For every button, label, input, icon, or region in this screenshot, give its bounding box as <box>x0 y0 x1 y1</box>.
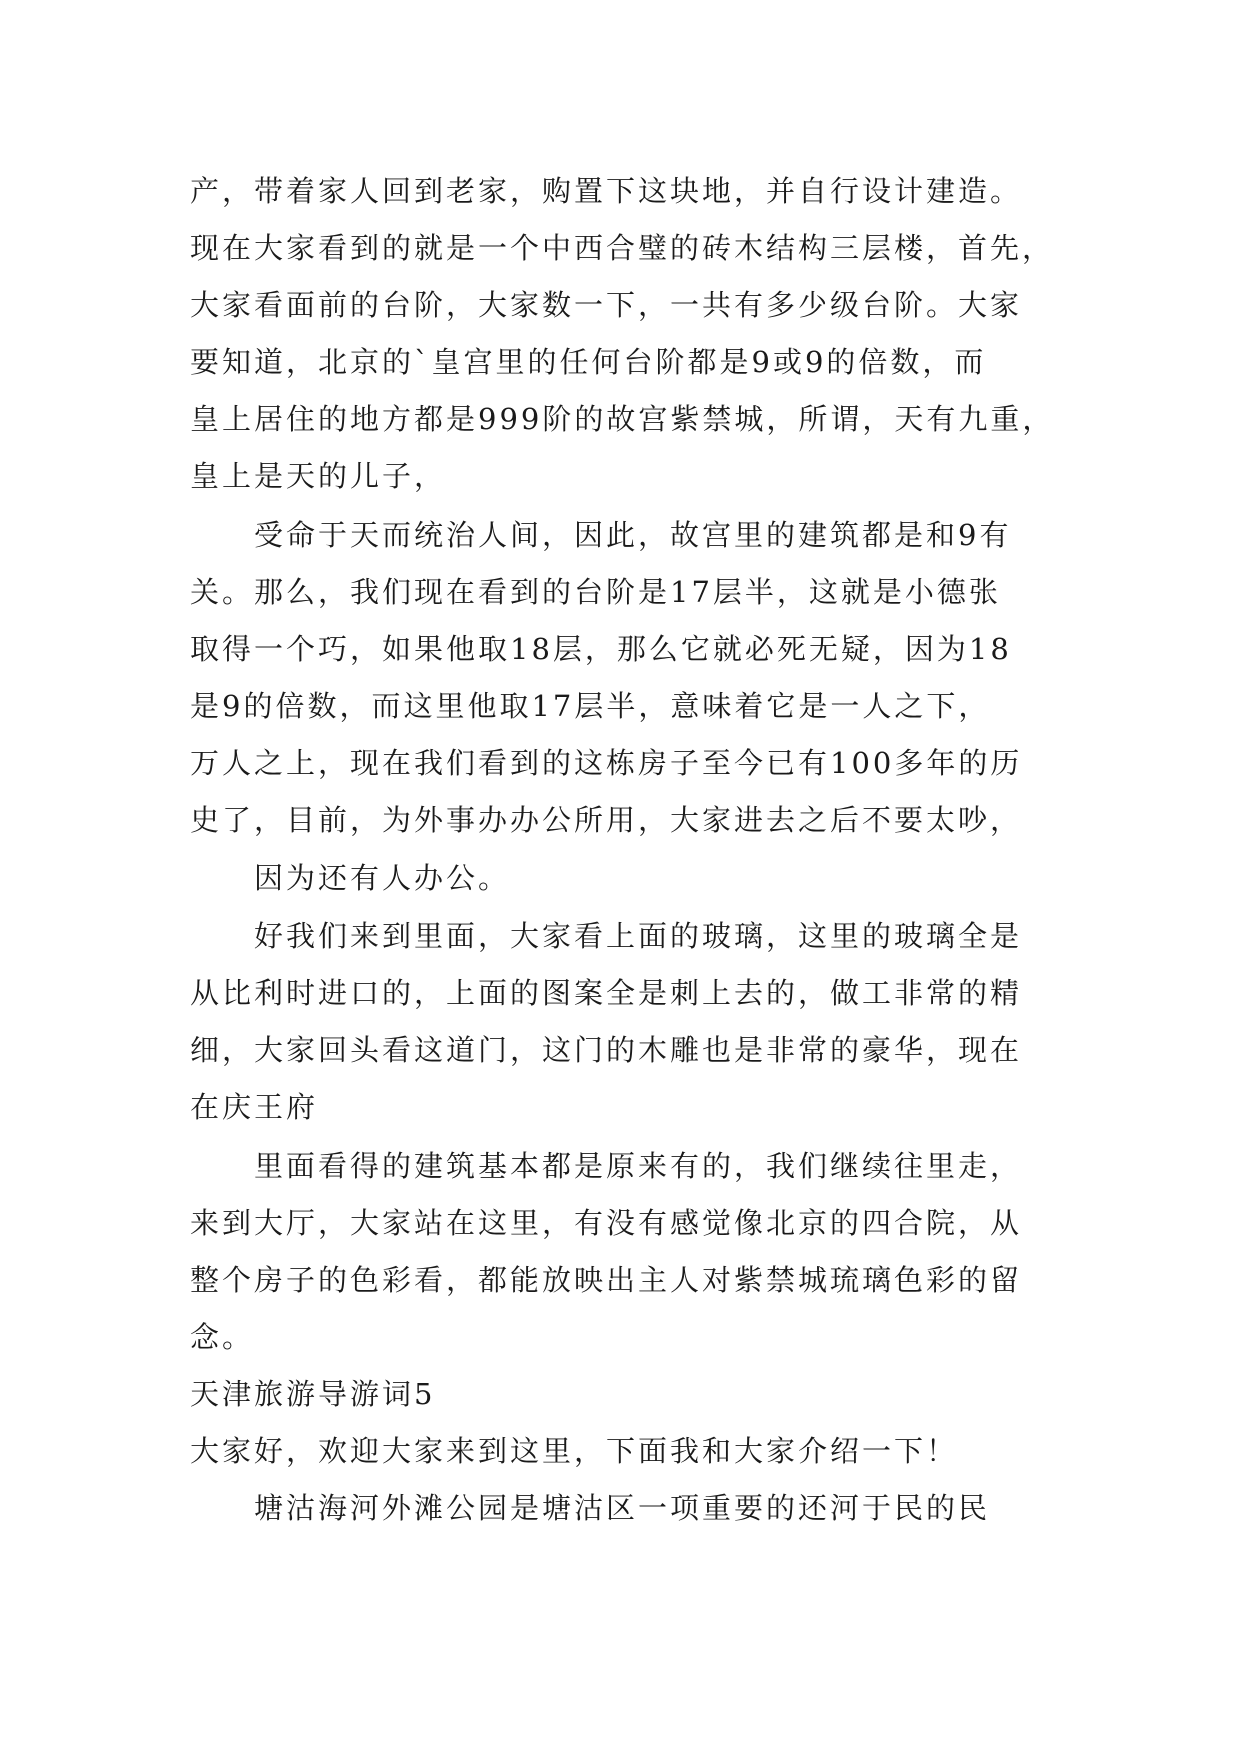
text-line: 从比利时进口的，上面的图案全是刺上去的，做工非常的精 <box>190 976 1023 1010</box>
text-line: 现在大家看到的就是一个中西合璧的砖木结构三层楼，首先， <box>190 231 1055 265</box>
paragraph-start-line: 塘沽海河外滩公园是塘沽区一项重要的还河于民的民 <box>254 1491 991 1525</box>
text-line: 因为还有人办公。 <box>254 861 511 895</box>
paragraph-start-line: 受命于天而统治人间，因此，故宫里的建筑都是和9有 <box>254 518 1012 552</box>
text-line: 细，大家回头看这道门，这门的木雕也是非常的豪华，现在 <box>190 1033 1023 1067</box>
paragraph-start-line: 里面看得的建筑基本都是原来有的，我们继续往里走， <box>254 1149 1023 1183</box>
text-line: 万人之上，现在我们看到的这栋房子至今已有100多年的历 <box>190 746 1023 780</box>
text-line: 要知道，北京的`皇宫里的任何台阶都是9或9的倍数，而 <box>190 345 987 379</box>
text-line: 大家看面前的台阶，大家数一下，一共有多少级台阶。大家 <box>190 288 1023 322</box>
text-line: 整个房子的色彩看，都能放映出主人对紫禁城琉璃色彩的留 <box>190 1263 1023 1297</box>
text-line: 关。那么，我们现在看到的台阶是17层半，这就是小德张 <box>190 575 1001 609</box>
text-line: 是9的倍数，而这里他取17层半，意味着它是一人之下， <box>190 689 991 723</box>
text-line: 来到大厅，大家站在这里，有没有感觉像北京的四合院，从 <box>190 1206 1023 1240</box>
paragraph-start-line: 好我们来到里面，大家看上面的玻璃，这里的玻璃全是 <box>254 919 1023 953</box>
text-line: 大家好，欢迎大家来到这里，下面我和大家介绍一下！ <box>190 1434 959 1468</box>
text-line: 皇上居住的地方都是999阶的故宫紫禁城，所谓，天有九重， <box>190 402 1055 436</box>
text-line: 在庆王府 <box>190 1090 319 1124</box>
section-title: 天津旅游导游词5 <box>190 1377 436 1411</box>
text-line: 取得一个巧，如果他取18层，那么它就必死无疑，因为18 <box>190 632 1012 666</box>
text-line: 史了，目前，为外事办办公所用，大家进去之后不要太吵， <box>190 803 1023 837</box>
text-line: 产，带着家人回到老家，购置下这块地，并自行设计建造。 <box>190 174 1023 208</box>
text-line: 皇上是天的儿子， <box>190 459 447 493</box>
text-line: 念。 <box>190 1320 255 1354</box>
